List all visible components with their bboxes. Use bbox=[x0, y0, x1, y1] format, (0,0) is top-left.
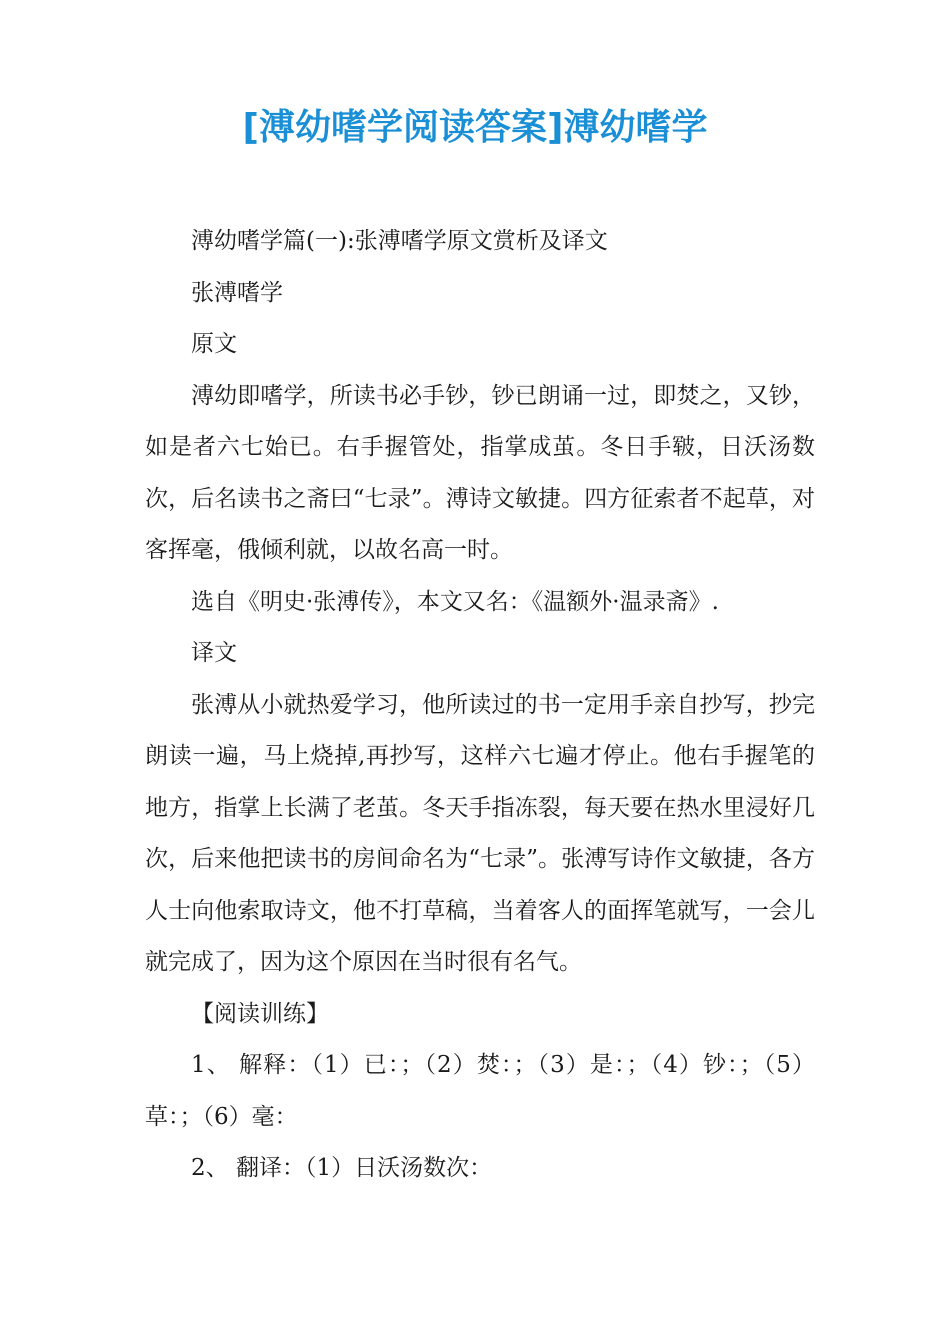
article-title: 张溥嗜学 bbox=[191, 279, 283, 306]
source-note: 选自《明史·张溥传》，本文又名：《温额外·温录斋》. bbox=[191, 588, 719, 615]
translation-label: 译文 bbox=[191, 640, 237, 666]
document-body bbox=[145, 216, 815, 1195]
original-text-paragraph: 溥幼即嗜学，所读书必手钞，钞已朗诵一过，即焚之，又钞，如是者六七始已。右手握管处，指掌成茧。冬日手皲，日沃汤数次，后名读书之斋曰“七录”。溥诗文敏捷。四方征索者不起草，对客挥毫，俄倾利就，以故名高一时。 bbox=[145, 382, 815, 563]
exercise-item-1: 1、 解释：（1）已：；（2）焚：；（3）是：；（4）钞：；（5）草：；（6）毫： bbox=[145, 1052, 815, 1130]
document-title: [溥幼嗜学阅读答案]溥幼嗜学 bbox=[242, 107, 708, 148]
exercise-item-2: 2、 翻译：（1）日沃汤数次： bbox=[191, 1155, 493, 1181]
original-text-label: 原文 bbox=[191, 331, 237, 357]
section-heading: 溥幼嗜学篇(一):张溥嗜学原文赏析及译文 bbox=[191, 228, 608, 254]
translation-paragraph: 张溥从小就热爱学习，他所读过的书一定用手亲自抄写，抄完朗读一遍，马上烧掉,再抄写，这样六七遍才停止。他右手握笔的地方，指掌上长满了老茧。冬天手指冻裂，每天要在热水里浸好几次，后来他把读书的房间命名为“七录”。张溥写诗作文敏捷，各方人士向他索取诗文，他不打草稿，当着客人的面挥笔就写，一会儿就完成了，因为这个原因在当时很有名气。 bbox=[145, 691, 815, 975]
exercise-heading: 【阅读训练】 bbox=[191, 1000, 329, 1027]
